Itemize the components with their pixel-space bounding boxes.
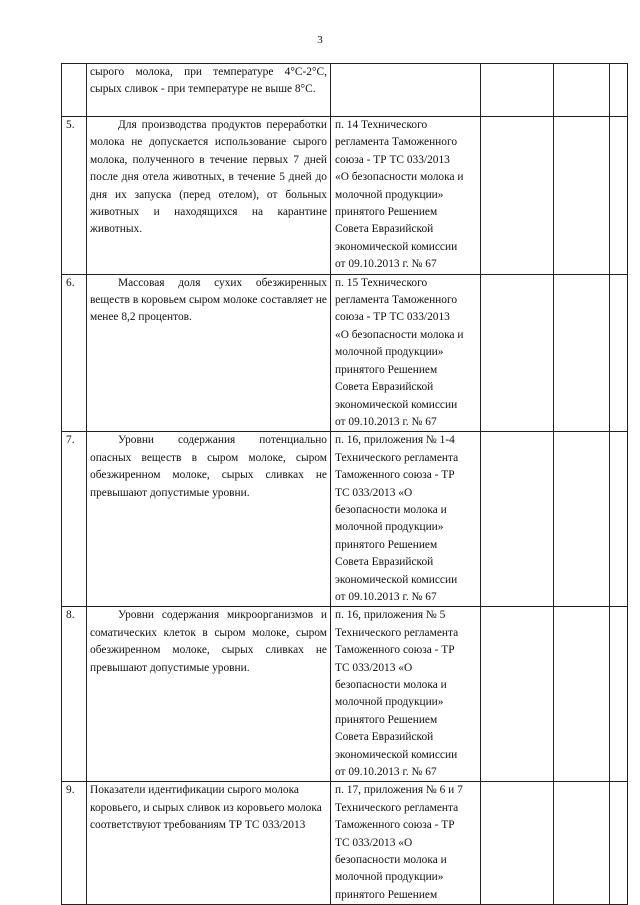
answer-yes-cell[interactable]: [481, 274, 554, 432]
table-row: [62, 432, 628, 607]
requirement-cell: [87, 782, 331, 905]
answer-no-cell[interactable]: [554, 782, 610, 905]
reference-cell: [331, 117, 481, 275]
reference-line: экономической комиссии: [335, 240, 458, 253]
reference-line: ТС 033/2013 «О: [335, 836, 413, 849]
reference-line: «О безопасности молока и: [335, 328, 464, 341]
row-number-cell: 8.: [62, 607, 87, 782]
row-number-cell: 5.: [62, 117, 87, 275]
reference-line: экономической комиссии: [335, 748, 458, 761]
requirement-text: Уровни содержания микроорганизмов и соматических клеток в сыром молоке, сыром обезжиренном молоке, сырых сливках не превышают допустимые уровни.: [90, 609, 327, 674]
reference-line: принятого Решением: [335, 888, 438, 901]
note-cell[interactable]: [610, 117, 628, 275]
page-number: 3: [317, 34, 323, 46]
reference-line: Совета Евразийской: [335, 731, 434, 744]
requirement-text: Уровни содержания потенциально опасных веществ в сыром молоке, сыром обезжиренном молоке, сырых сливках не превышают допустимые уровни.: [90, 434, 327, 499]
reference-line: ТС 033/2013 «О: [335, 486, 413, 499]
reference-line: Технического регламента: [335, 451, 459, 464]
reference-line: Совета Евразийской: [335, 223, 434, 236]
reference-line: безопасности молока и: [335, 679, 447, 691]
reference-cell: [331, 274, 481, 432]
answer-yes-cell[interactable]: [481, 782, 554, 905]
reference-line: «О безопасности молока и: [335, 171, 464, 184]
reference-line: безопасности молока и: [335, 854, 447, 867]
reference-cell: [331, 607, 481, 782]
requirement-cell: [87, 64, 331, 117]
table-row: [62, 782, 628, 905]
answer-yes-cell[interactable]: [481, 64, 554, 117]
requirement-cell: [87, 117, 331, 275]
reference-line: союза - ТР ТС 033/2013: [335, 311, 450, 324]
requirement-text: Массовая доля сухих обезжиренных веществ в коровьем сыром молоке составляет не менее 8,2 процентов.: [90, 276, 327, 324]
reference-line: Таможенного союза - ТР: [335, 819, 455, 832]
reference-line: молочной продукции»: [335, 696, 444, 709]
reference-line: принятого Решением: [335, 713, 438, 726]
reference-cell: [331, 782, 481, 905]
table-row: [62, 274, 628, 432]
reference-line: Таможенного союза - ТР: [335, 644, 455, 657]
answer-no-cell[interactable]: [554, 274, 610, 432]
answer-no-cell[interactable]: [554, 432, 610, 607]
reference-line: регламента Таможенного: [335, 136, 458, 149]
answer-yes-cell[interactable]: [481, 117, 554, 275]
note-cell[interactable]: [610, 64, 628, 117]
reference-line: п. 14 Технического: [335, 119, 428, 131]
table-row: [62, 64, 628, 117]
requirement-cell: [87, 607, 331, 782]
note-cell[interactable]: [610, 782, 628, 905]
reference-line: п. 17, приложения № 6 и 7: [335, 784, 463, 797]
reference-line: Таможенного союза - ТР: [335, 469, 455, 482]
reference-line: Совета Евразийской: [335, 381, 434, 394]
row-number-cell: 6.: [62, 274, 87, 432]
reference-line: от 09.10.2013 г. № 67: [335, 766, 437, 779]
requirement-text: сырого молока, при температуре 4°С-2°С, сырых сливок - при температуре не выше 8°С.: [90, 66, 327, 96]
reference-line: п. 16, приложения № 5: [335, 609, 446, 622]
reference-line: безопасности молока и: [335, 503, 447, 516]
reference-line: союза - ТР ТС 033/2013: [335, 153, 450, 166]
answer-yes-cell[interactable]: [481, 432, 554, 607]
requirement-text: Для производства продуктов переработки молока не допускается использование сырого молока, полученного в течение первых 7 дней после дня отела животных, в течение 5 дней до дня их запуска (перед отелом), от больных животных и находящихся на карантине животных.: [90, 119, 327, 236]
reference-line: от 09.10.2013 г. № 67: [335, 590, 437, 603]
reference-line: от 09.10.2013 г. № 67: [335, 258, 437, 271]
requirements-table: [61, 63, 628, 905]
row-number-cell: [62, 64, 87, 117]
table-row: [62, 117, 628, 275]
requirement-text: Показатели идентификации сырого молока коровьего, и сырых сливок из коровьего молока соответствуют требованиям ТР ТС 033/2013: [90, 784, 322, 832]
reference-line: экономической комиссии: [335, 573, 458, 586]
answer-no-cell[interactable]: [554, 117, 610, 275]
row-number-cell: 7.: [62, 432, 87, 607]
reference-line: п. 16, приложения № 1-4: [335, 434, 455, 447]
row-number-cell: 9.: [62, 782, 87, 905]
note-cell[interactable]: [610, 607, 628, 782]
table-row: [62, 607, 628, 782]
reference-line: молочной продукции»: [335, 188, 444, 201]
requirement-cell: [87, 274, 331, 432]
reference-cell: [331, 432, 481, 607]
note-cell[interactable]: [610, 274, 628, 432]
answer-no-cell[interactable]: [554, 64, 610, 117]
reference-line: ТС 033/2013 «О: [335, 661, 413, 674]
reference-line: Технического регламента: [335, 801, 459, 814]
reference-line: от 09.10.2013 г. № 67: [335, 415, 437, 428]
answer-no-cell[interactable]: [554, 607, 610, 782]
reference-line: экономической комиссии: [335, 398, 458, 411]
reference-line: п. 15 Технического: [335, 276, 428, 289]
reference-line: молочной продукции»: [335, 871, 444, 884]
reference-cell: [331, 64, 481, 117]
note-cell[interactable]: [610, 432, 628, 607]
reference-line: принятого Решением: [335, 363, 438, 376]
reference-line: принятого Решением: [335, 538, 438, 551]
reference-line: Совета Евразийской: [335, 556, 434, 569]
reference-line: Технического регламента: [335, 626, 459, 639]
answer-yes-cell[interactable]: [481, 607, 554, 782]
reference-line: регламента Таможенного: [335, 294, 458, 307]
requirement-cell: [87, 432, 331, 607]
reference-line: молочной продукции»: [335, 521, 444, 534]
reference-line: принятого Решением: [335, 206, 438, 219]
reference-line: молочной продукции»: [335, 346, 444, 359]
